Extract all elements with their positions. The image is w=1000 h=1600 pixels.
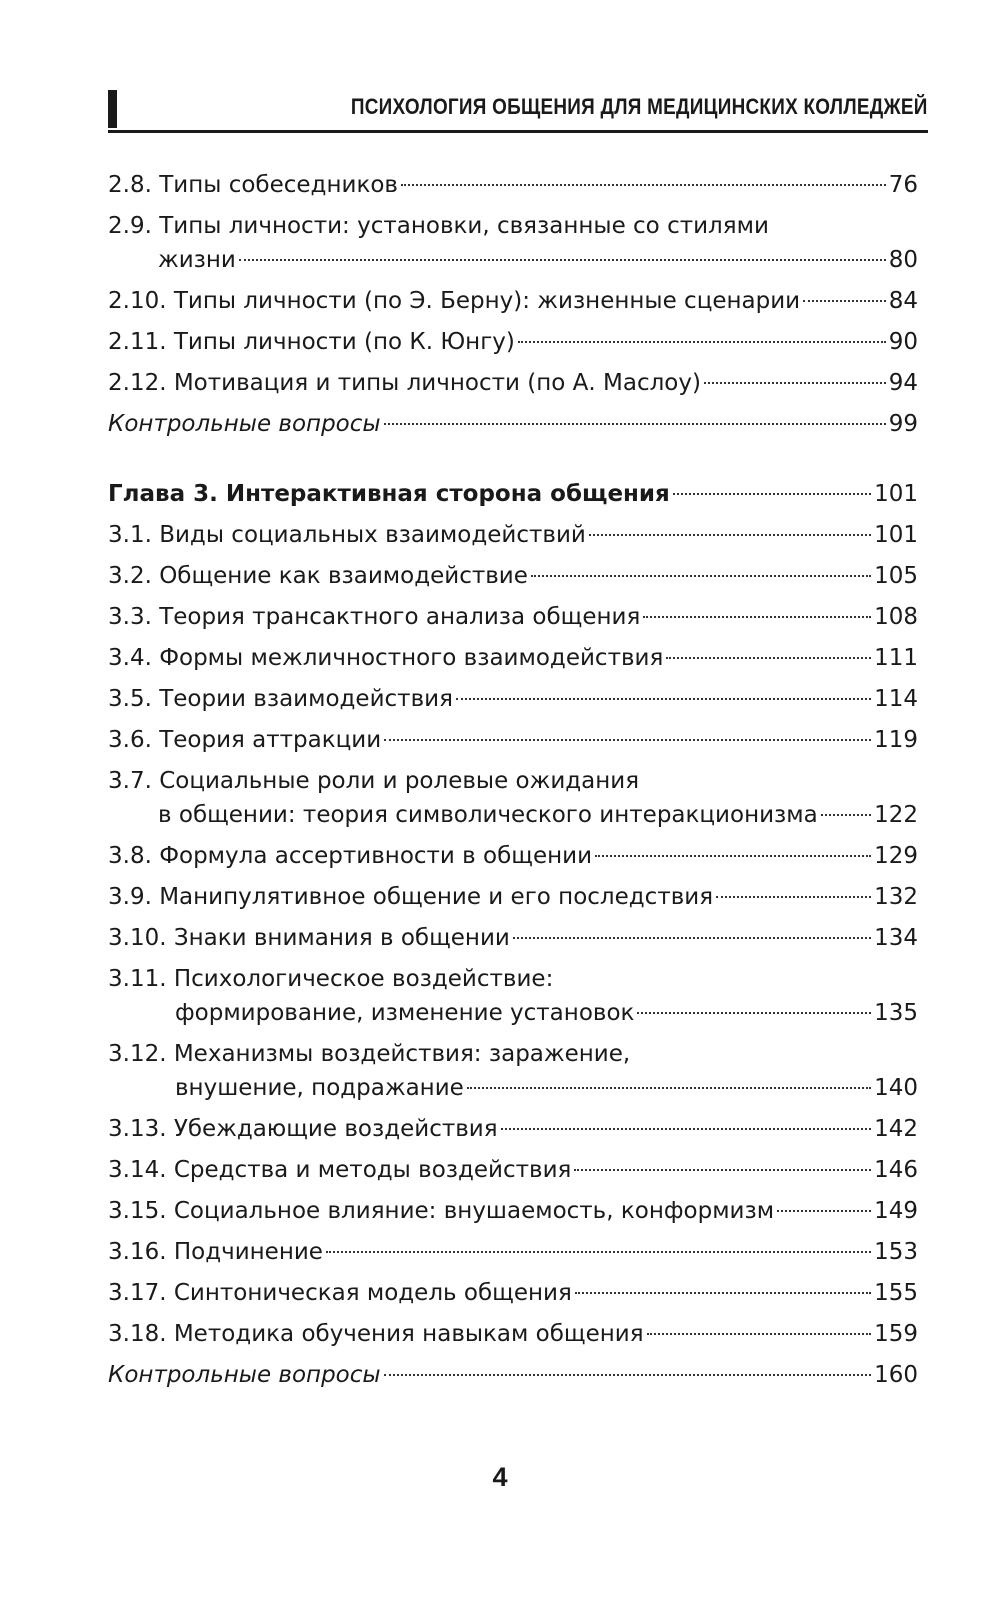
toc-leader-dots (384, 423, 886, 425)
toc-entry-3-7[interactable] (108, 764, 918, 832)
toc-entry-2-10[interactable] (108, 284, 918, 318)
toc-leader-dots (643, 616, 871, 618)
toc-leader-dots (531, 575, 871, 577)
toc-leader-dots (777, 1210, 871, 1212)
toc-leader-dots (456, 698, 871, 700)
toc-leader-dots (716, 896, 871, 898)
toc-entry-page: 101 (874, 522, 918, 548)
running-header-title: ПСИХОЛОГИЯ ОБЩЕНИЯ ДЛЯ МЕДИЦИНСКИХ КОЛЛЕДЖЕЙ (351, 94, 928, 119)
toc-entry-3-18[interactable] (108, 1317, 918, 1351)
toc-leader-dots (467, 1087, 871, 1089)
toc-entry-3-11[interactable] (108, 962, 918, 1030)
toc-entry-title: 3.10. Знаки внимания в общении (108, 925, 510, 951)
toc-leader-dots (637, 1012, 871, 1014)
toc-leader-dots (401, 184, 886, 186)
toc-leader-dots (239, 259, 886, 261)
toc-entry-title: 3.2. Общение как взаимодействие (108, 563, 528, 589)
toc-entry-3-12[interactable] (108, 1037, 918, 1105)
toc-entry-title-line1: 3.7. Социальные роли и ролевые ожидания (108, 768, 640, 794)
toc-entry-title: 3.6. Теория аттракции (108, 727, 382, 753)
toc-leader-dots (666, 657, 871, 659)
toc-entry-title: 3.3. Теория трансактного анализа общения (108, 604, 641, 630)
toc-entry-page: 105 (874, 563, 918, 589)
toc-entry-title-line2: внушение, подражание (175, 1075, 464, 1101)
toc-entry-3-6[interactable] (108, 723, 918, 757)
toc-leader-dots (647, 1333, 872, 1335)
toc-entry-title: 3.4. Формы межличностного взаимодействия (108, 645, 664, 671)
toc-entry-page: 155 (874, 1280, 918, 1306)
toc-entry-3-14[interactable] (108, 1153, 918, 1187)
toc-entry-title-line2: жизни (158, 247, 236, 273)
toc-entry-page: 114 (874, 686, 918, 712)
toc-entry-chapter-3[interactable] (108, 477, 918, 511)
toc-entry-title: 3.17. Синтоническая модель общения (108, 1280, 572, 1306)
toc-entry-3-3[interactable] (108, 600, 918, 634)
toc-entry-title-line1: 3.11. Психологическое воздействие: (108, 966, 554, 992)
toc-leader-dots (326, 1251, 871, 1253)
toc-entry-2-12[interactable] (108, 366, 918, 400)
toc-leader-dots (704, 382, 886, 384)
toc-entry-3-4[interactable] (108, 641, 918, 675)
toc-entry-review-questions-ch2[interactable] (108, 407, 918, 441)
toc-entry-page: 101 (874, 481, 918, 507)
toc-entry-page: 119 (874, 727, 918, 753)
toc-entry-page: 159 (874, 1321, 918, 1347)
toc-leader-dots (589, 534, 871, 536)
toc-entry-title: 3.1. Виды социальных взаимодействий (108, 522, 586, 548)
toc-entry-page: 76 (888, 172, 918, 198)
toc-leader-dots (574, 1169, 871, 1171)
toc-leader-dots (803, 300, 886, 302)
toc-entry-title: 2.10. Типы личности (по Э. Берну): жизненные сценарии (108, 288, 801, 314)
page-number: 4 (492, 1462, 508, 1492)
toc-entry-3-13[interactable] (108, 1112, 918, 1146)
toc-entry-page: 134 (874, 925, 918, 951)
toc-entry-3-10[interactable] (108, 921, 918, 955)
toc-entry-title-line1: 2.9. Типы личности: установки, связанные со стилями (108, 213, 769, 239)
toc-entry-page: 129 (874, 843, 918, 869)
toc-entry-page: 108 (874, 604, 918, 630)
toc-entry-title: 2.11. Типы личности (по К. Юнгу) (108, 329, 515, 355)
toc-entry-page: 146 (874, 1157, 918, 1183)
toc-entry-title: Контрольные вопросы (108, 1362, 381, 1388)
toc-entry-page: 111 (874, 645, 918, 671)
toc-entry-title: 3.5. Теории взаимодействия (108, 686, 453, 712)
toc-leader-dots (673, 493, 871, 495)
toc-entry-page: 80 (888, 247, 918, 273)
header-bar-mark (108, 90, 117, 128)
toc-entry-title: 2.8. Типы собеседников (108, 172, 398, 198)
toc-entry-title: 3.13. Убеждающие воздействия (108, 1116, 498, 1142)
toc-entry-page: 99 (888, 411, 918, 437)
toc-entry-page: 149 (874, 1198, 918, 1224)
toc-entry-title: 3.18. Методика обучения навыкам общения (108, 1321, 644, 1347)
toc-entry-title-line1: 3.12. Механизмы воздействия: заражение, (108, 1041, 631, 1067)
toc-leader-dots (575, 1292, 871, 1294)
toc-entry-page: 84 (888, 288, 918, 314)
toc-entry-2-11[interactable] (108, 325, 918, 359)
toc-entry-3-1[interactable] (108, 518, 918, 552)
toc-leader-dots (384, 739, 871, 741)
toc-entry-title: 3.8. Формула ассертивности в общении (108, 843, 593, 869)
running-header (108, 88, 928, 133)
toc-entry-3-9[interactable] (108, 880, 918, 914)
toc-leader-dots (384, 1374, 872, 1376)
toc-entry-3-17[interactable] (108, 1276, 918, 1310)
toc-entry-page: 160 (874, 1362, 918, 1388)
toc-entry-3-2[interactable] (108, 559, 918, 593)
toc-leader-dots (518, 341, 886, 343)
toc-entry-title: 3.9. Манипулятивное общение и его последствия (108, 884, 714, 910)
toc-leader-dots (501, 1128, 872, 1130)
toc-leader-dots (821, 814, 871, 816)
toc-entry-title-line2: в общении: теория символического интеракционизма (158, 802, 818, 828)
toc-entry-page: 140 (874, 1075, 918, 1101)
toc-entry-page: 122 (874, 802, 918, 828)
toc-leader-dots (595, 855, 871, 857)
toc-entry-page: 94 (888, 370, 918, 396)
toc-entry-3-8[interactable] (108, 839, 918, 873)
toc-entry-3-15[interactable] (108, 1194, 918, 1228)
toc-entry-title-line2: формирование, изменение установок (175, 1000, 635, 1026)
toc-entry-2-9[interactable] (108, 209, 918, 277)
toc-entry-2-8[interactable] (108, 168, 918, 202)
toc-entry-3-16[interactable] (108, 1235, 918, 1269)
toc-entry-page: 135 (874, 1000, 918, 1026)
toc-entry-page: 90 (888, 329, 918, 355)
toc-entry-page: 132 (874, 884, 918, 910)
toc-entry-title: 3.16. Подчинение (108, 1239, 323, 1265)
toc-entry-page: 142 (874, 1116, 918, 1142)
toc-entry-review-questions-ch3[interactable] (108, 1358, 918, 1392)
toc-entry-page: 153 (874, 1239, 918, 1265)
toc-chapter-title: Глава 3. Интерактивная сторона общения (108, 481, 670, 507)
toc-entry-title: 3.14. Средства и методы воздействия (108, 1157, 572, 1183)
toc-entry-title: 3.15. Социальное влияние: внушаемость, конформизм (108, 1198, 775, 1224)
toc-entry-3-5[interactable] (108, 682, 918, 716)
toc-entry-title: 2.12. Мотивация и типы личности (по А. Маслоу) (108, 370, 701, 396)
toc-leader-dots (513, 937, 871, 939)
table-of-contents (108, 168, 918, 1399)
toc-entry-title: Контрольные вопросы (108, 411, 381, 437)
